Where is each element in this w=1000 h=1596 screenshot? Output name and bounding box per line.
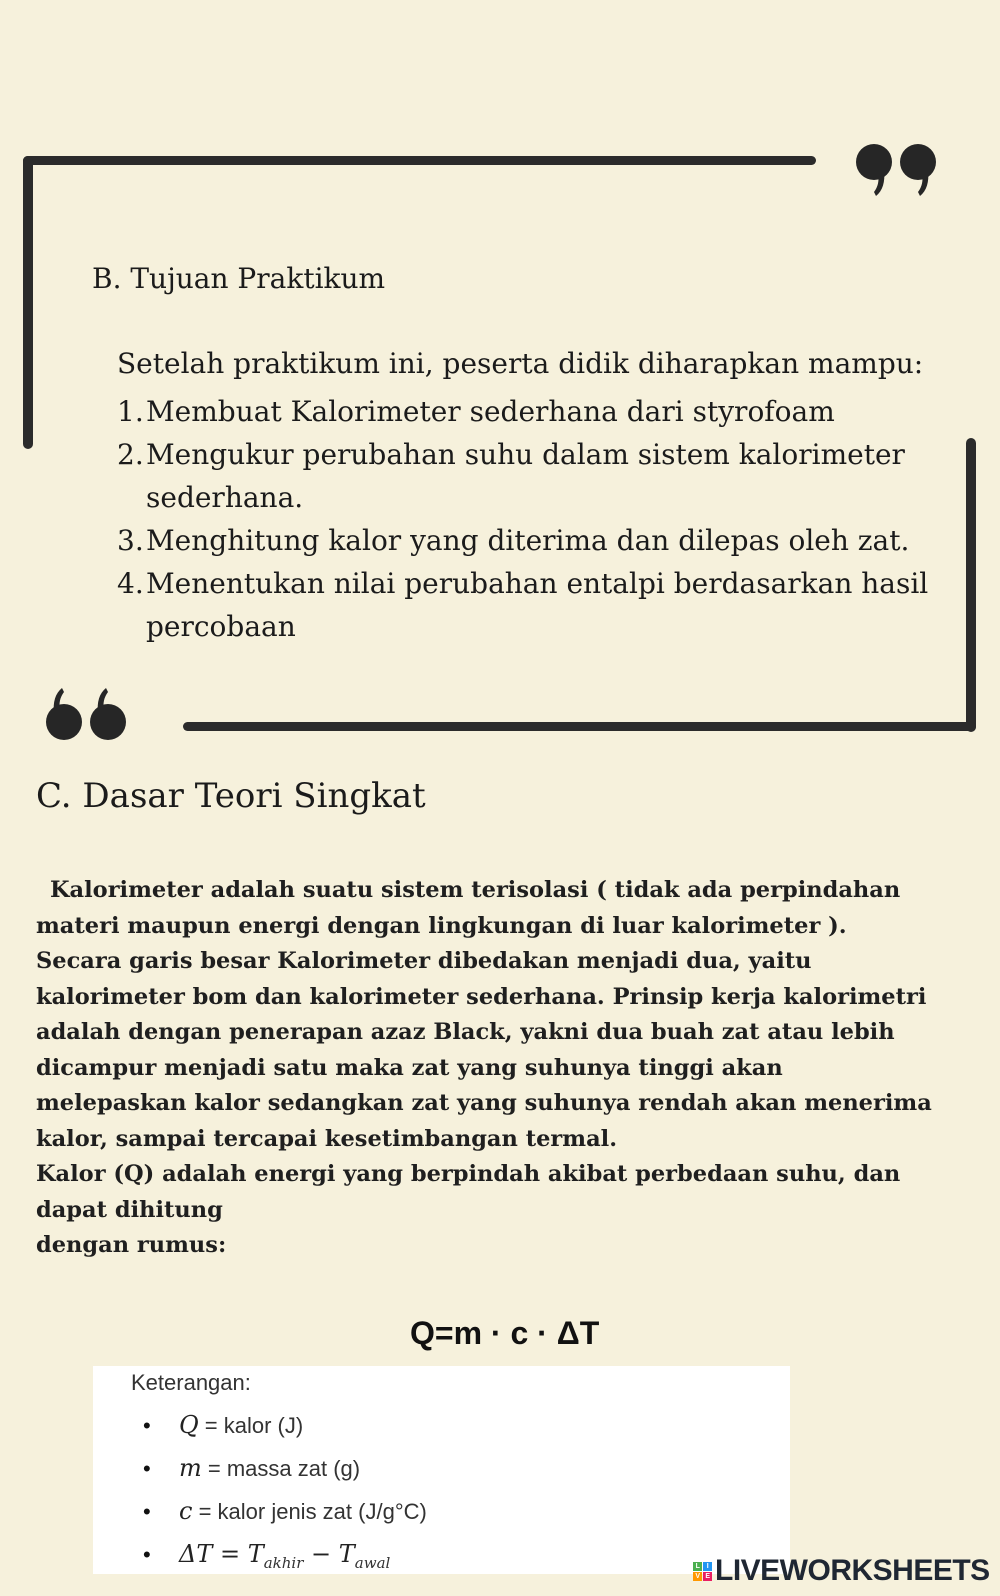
- symbol-desc: = massa zat (g): [201, 1456, 361, 1481]
- frame-top-line: [23, 156, 816, 165]
- frame-left-line: [23, 156, 33, 449]
- frame-right-line: [966, 438, 976, 732]
- theory-paragraph: Kalorimeter adalah suatu sistem terisolasi ( tidak ada perpindahan materi maupun energi dengan lingkungan di luar kalorimeter ). Secara garis besar Kalorimeter dibedakan menjadi dua, yaitu kalorimeter bom dan kalorimeter sederhana. Prinsip kerja kalorimetri adalah dengan penerapan azaz Black, yakni dua buah zat atau lebih dicampur menjadi satu maka zat yang suhunya tinggi akan melepaskan kalor sedangkan zat yang suhunya rendah akan menerima kalor, sampai tercapai kesetimbangan termal.: [36, 877, 932, 1152]
- keterangan-item: [93, 1533, 427, 1576]
- symbol-desc: = kalor jenis zat (J/g°C): [192, 1499, 427, 1524]
- logo-cell: I: [703, 1562, 712, 1571]
- objective-item: [117, 562, 937, 648]
- kalor-paragraph: [36, 1157, 936, 1264]
- symbol: c: [179, 1497, 193, 1525]
- close-quote-icon: [856, 140, 942, 198]
- frame-bottom-line: [183, 722, 976, 731]
- t-initial: T: [338, 1540, 355, 1568]
- kalor-paragraph-line: Kalor (Q) adalah energi yang berpindah akibat perbedaan suhu, dan dapat dihitung: [36, 1161, 901, 1223]
- keterangan-box: [93, 1366, 790, 1574]
- objective-item: [117, 433, 937, 519]
- t-initial-sub: awal: [354, 1554, 391, 1572]
- objective-item: [117, 519, 937, 562]
- objective-number: 2.: [117, 438, 144, 471]
- objective-text: Menentukan nilai perubahan entalpi berdasarkan hasil percobaan: [146, 567, 929, 643]
- logo-cell: V: [693, 1572, 702, 1581]
- logo-cell: L: [693, 1562, 702, 1571]
- heat-formula: Q=m · c · ΔT: [410, 1315, 600, 1351]
- objectives-intro: Setelah praktikum ini, peserta didik diharapkan mampu:: [117, 347, 924, 380]
- bullet-icon: •: [143, 1542, 151, 1567]
- minus-sign: −: [303, 1540, 339, 1568]
- section-b-heading: B. Tujuan Praktikum: [92, 262, 386, 295]
- keterangan-list: [93, 1404, 427, 1576]
- t-final: T: [247, 1540, 264, 1568]
- kalor-paragraph-line: dengan rumus:: [36, 1232, 227, 1258]
- symbol: Q: [179, 1411, 199, 1439]
- bullet-icon: •: [143, 1413, 151, 1438]
- bullet-icon: •: [143, 1499, 151, 1524]
- objective-text: Menghitung kalor yang diterima dan dilepas oleh zat.: [146, 524, 910, 557]
- symbol-desc: = kalor (J): [198, 1413, 304, 1438]
- objective-text: Membuat Kalorimeter sederhana dari styrofoam: [146, 395, 835, 428]
- liveworksheets-logo-icon: [693, 1562, 712, 1581]
- brand-name: LIVEWORKSHEETS: [715, 1554, 990, 1587]
- objective-number: 1.: [117, 395, 144, 428]
- keterangan-item: [93, 1404, 427, 1447]
- logo-cell: E: [703, 1572, 712, 1581]
- keterangan-item: [93, 1447, 427, 1490]
- objective-number: 4.: [117, 567, 144, 600]
- equals-sign: =: [212, 1540, 248, 1568]
- open-quote-icon: [44, 686, 130, 744]
- delta-t-symbol: ΔT: [179, 1540, 213, 1568]
- symbol: m: [179, 1454, 202, 1482]
- objective-item: [117, 390, 937, 433]
- objective-text: Mengukur perubahan suhu dalam sistem kalorimeter sederhana.: [146, 438, 905, 514]
- keterangan-item: [93, 1490, 427, 1533]
- objective-number: 3.: [117, 524, 144, 557]
- section-c-heading: C. Dasar Teori Singkat: [36, 776, 426, 816]
- liveworksheets-brand[interactable]: [693, 1554, 990, 1588]
- t-final-sub: akhir: [263, 1554, 304, 1572]
- bullet-icon: •: [143, 1456, 151, 1481]
- keterangan-title: Keterangan:: [131, 1370, 251, 1395]
- objectives-list: [117, 390, 937, 648]
